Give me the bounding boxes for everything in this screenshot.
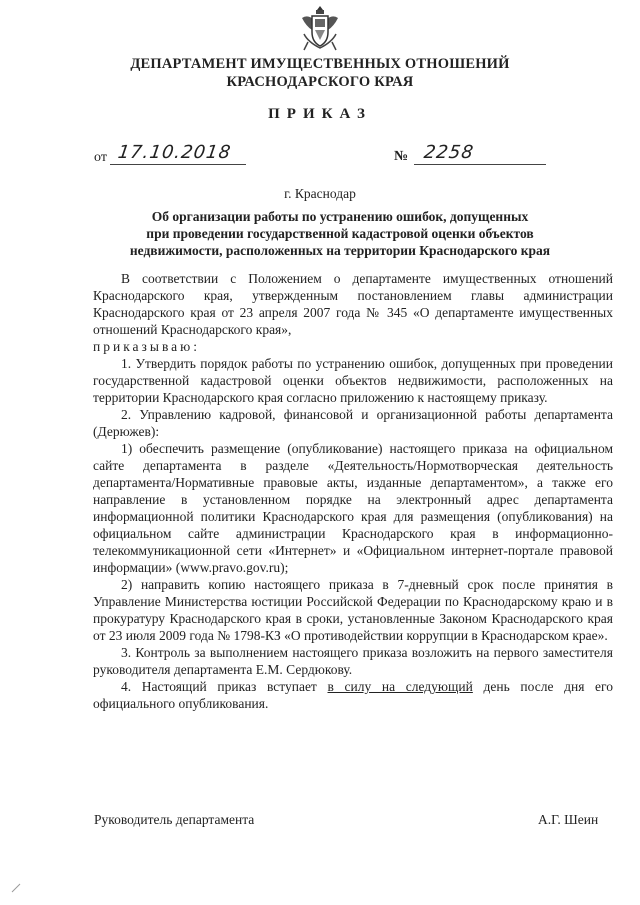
document-title: ПРИКАЗ <box>268 106 372 122</box>
prikazyvayu-paragraph <box>93 338 613 355</box>
city: г. Краснодар <box>284 186 356 201</box>
item-4 <box>93 678 613 712</box>
preamble-text: В соответствии с Положением о департаменте имущественных отношений Краснодарского края, утвержденным постановлением главы администрации Краснодарского края от 23 апреля 2007 года № 345 «О департаменте имущественных отношений Краснодарского края», <box>93 271 613 337</box>
item-4-start: 4. Настоящий приказ вступает <box>121 679 328 694</box>
subject-line3: недвижимости, расположенных на территории Краснодарского края <box>129 243 551 258</box>
item-2-2: 2) направить копию настоящего приказа в 7-дневный срок после принятия в Управление Министерства юстиции Российской Федерации по Краснодарскому краю и в прокуратуру Краснодарского края в сроки, установленные Законом Краснодарского края от 23 июля 2009 года № 1798-КЗ «О противодействии коррупции в Краснодарском крае». <box>93 577 613 643</box>
date-value: 17.10.2018 <box>116 142 233 163</box>
department-name-line2: КРАСНОДАРСКОГО КРАЯ <box>226 74 414 90</box>
item-4-end: день после дня его официального опубликования. <box>93 679 613 711</box>
item-2-1: 1) обеспечить размещение (опубликование) настоящего приказа на официальном сайте департамента в разделе «Деятельность/Нормотворческая деятельность департамента/Нормативные правовые акты, изданные департаментом», а также его направление в установленном порядке на электронный адрес департамента информационной политики Краснодарского края для размещения (опубликования) на официальном сайте администрации Краснодарского края в информационно-телекоммуникационной сети «Интернет» и «Официальном интернет-портале правовой информации» (www.pravo.gov.ru); <box>93 441 613 575</box>
date-underline <box>110 164 246 165</box>
subject-line2: при проведении государственной кадастровой оценки объектов <box>146 226 534 241</box>
signer-position: Руководитель департамента <box>94 812 255 827</box>
preamble-paragraph <box>93 270 613 338</box>
date-label: от <box>94 150 107 165</box>
item-3: 3. Контроль за выполнением настоящего приказа возложить на первого заместителя руководителя департамента Е.М. Сердюкову. <box>93 645 613 677</box>
number-label: № <box>394 149 409 164</box>
document-subject <box>100 208 580 259</box>
number-value: 2258 <box>422 142 476 163</box>
prikazyvayu: приказываю: <box>93 339 200 354</box>
number-underline <box>414 164 546 165</box>
document-body <box>93 270 613 712</box>
signer-name: А.Г. Шеин <box>538 812 599 827</box>
item-1: 1. Утвердить порядок работы по устранению ошибок, допущенных при проведении государственной кадастровой оценки объектов недвижимости, расположенных на территории Краснодарского края согласно приложению к настоящему приказу. <box>93 356 613 405</box>
item-4-underlined: в силу на следующий <box>327 679 473 694</box>
department-name-line1: ДЕПАРТАМЕНТ ИМУЩЕСТВЕННЫХ ОТНОШЕНИЙ <box>130 56 510 72</box>
subject-line1: Об организации работы по устранению ошибок, допущенных <box>151 209 529 224</box>
coat-of-arms-icon <box>298 4 342 52</box>
scan-mark-icon <box>10 880 24 894</box>
item-2: 2. Управлению кадровой, финансовой и организационной работы департамента (Дерюжев): <box>93 407 613 439</box>
